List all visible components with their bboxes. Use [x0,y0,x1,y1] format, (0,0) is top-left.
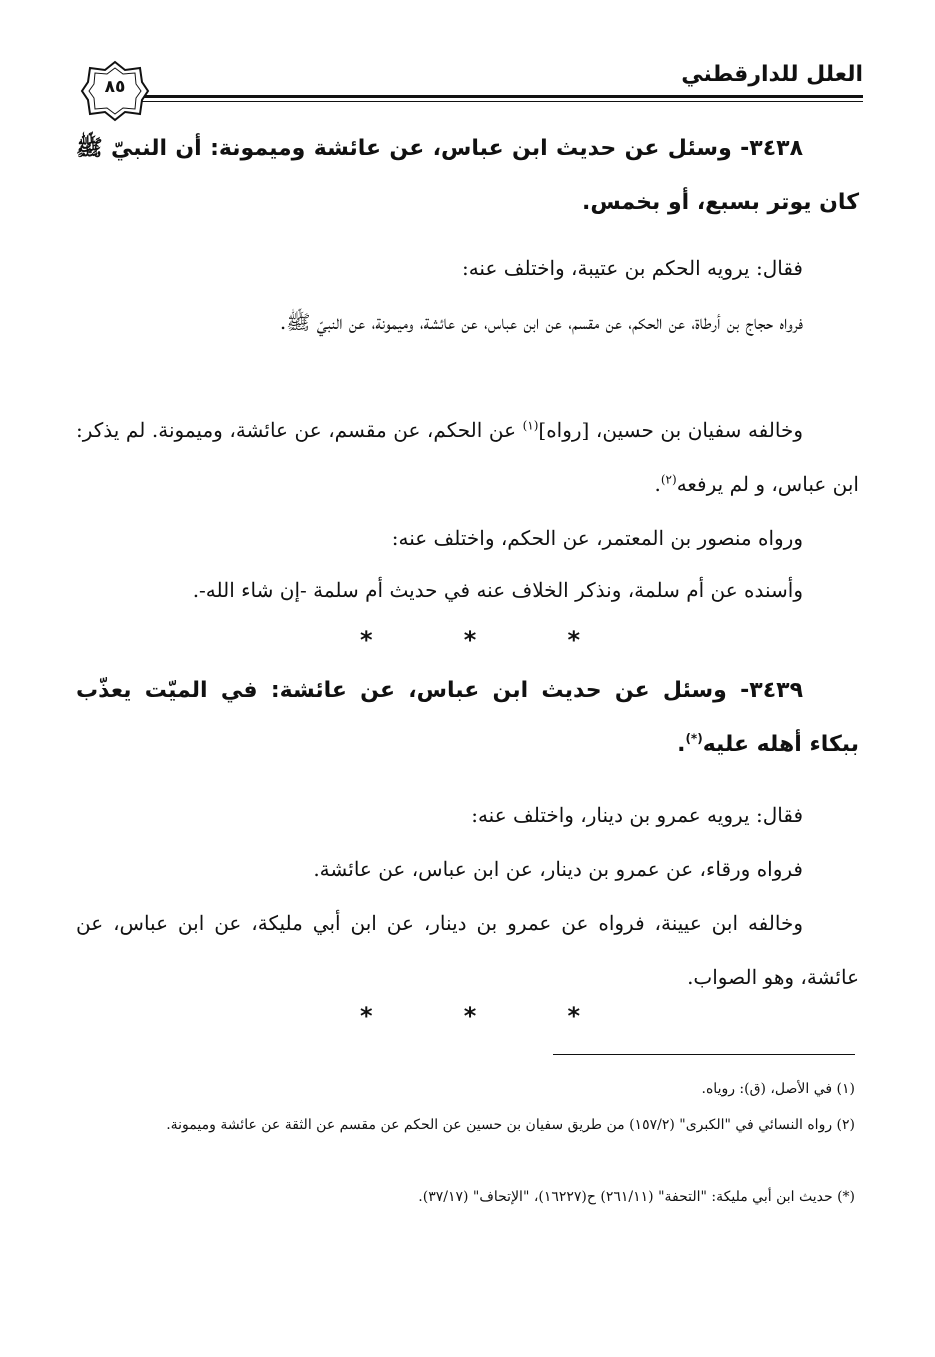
footnote: (١) في الأصل، (ق): روياه. [701,1081,855,1097]
entry-heading-end: . [677,732,686,757]
asterisk: * [463,626,477,654]
header-rule [140,95,863,98]
paragraph-text: عن الحكم، عن مقسم، عن عائشة، وميمونة. لم يذكر: ابن عباس، و لم يرفعه [76,418,859,496]
paragraph: ورواه منصور بن المعتمر، عن الحكم، واختلف عنه: [391,526,803,550]
entry-heading [76,664,859,772]
paragraph: فقال: يرويه الحكم بن عتيبة، واختلف عنه: [461,256,803,280]
section-separator [360,626,580,654]
asterisk: * [360,1002,373,1030]
page-number: ٨٥ [104,77,126,97]
footnote: (٢) رواه النسائي في "الكبرى" (١٥٧/٢) من طريق سفيان بن حسين عن الحكم عن مقسم عن الثقة عن عائشة وميمونة. [166,1117,855,1133]
paragraph: فرواه حجاج بن أرطاة، عن الحكم، عن مقسم، عن ابن عباس، عن عائشة، وميمونة، عن النبيّ ﷺ. [279,310,803,334]
asterisk: * [567,626,580,654]
paragraph-text: وخالفه سفيان بن حسين، [رواه] [538,418,803,442]
entry-heading: ٣٤٣٨- وسئل عن حديث ابن عباس، عن عائشة وميمونة: أن النبيّ ﷺ كان يوتر بسبع، أو بخمس. [76,136,859,215]
asterisk: * [567,1002,580,1030]
asterisk: * [360,626,373,654]
header-rule-thin [140,101,863,102]
paragraph-text: . [654,472,661,496]
paragraph: وأسنده عن أم سلمة، ونذكر الخلاف عنه في حديث أم سلمة -إن شاء الله-. [192,578,803,602]
footnote-ref: (٢) [660,472,677,487]
footnote-ref: (*) [685,731,703,746]
paragraph [76,403,859,511]
footnote-ref: (١) [522,418,539,433]
footnote: (*) حديث ابن أبي مليكة: "التحفة" (٢٦١/١١) ح(١٦٢٢٧)، "الإتحاف" (٣٧/١٧). [418,1189,855,1205]
footnote-rule [553,1054,855,1055]
paragraph: فقال: يرويه عمرو بن دينار، واختلف عنه: [471,803,803,827]
section-separator [360,1002,580,1030]
paragraph: فرواه ورقاء، عن عمرو بن دينار، عن ابن عباس، عن عائشة. [313,857,803,881]
entry-heading-text: ٣٤٣٩- وسئل عن حديث ابن عباس، عن عائشة: في الميّت يعذّب ببكاء أهله عليه [76,678,859,757]
paragraph: وخالفه ابن عيينة، فرواه عن عمرو بن دينار، عن ابن أبي مليكة، عن ابن عباس، عن عائشة، وهو الصواب. [76,911,859,989]
asterisk: * [463,1002,477,1030]
book-title: العلل للدارقطني [681,62,863,87]
